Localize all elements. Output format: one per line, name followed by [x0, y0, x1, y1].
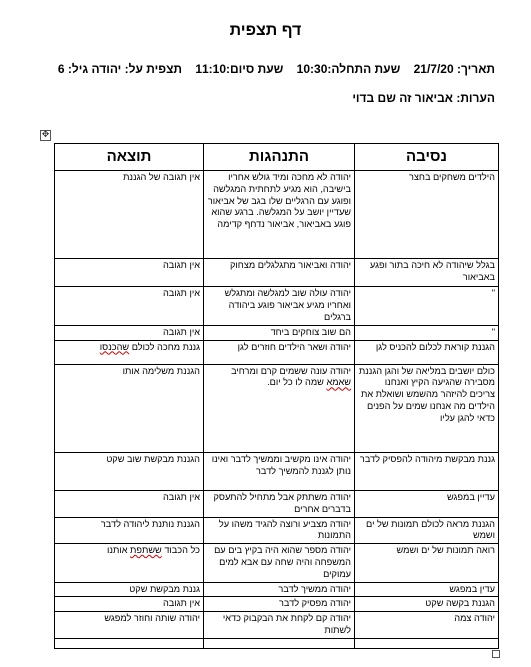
table-row — [55, 491, 499, 518]
cell-behavior[interactable]: יהודה ושאר הילדים חוזרים לגן — [204, 340, 355, 364]
cell-cause[interactable]: " — [355, 325, 499, 340]
header-behavior: התנהגות — [204, 144, 355, 171]
table-row — [55, 544, 499, 582]
table-row — [55, 452, 499, 490]
cell-behavior[interactable]: יהודה ואביאור מתגלגלים מצחוק — [204, 259, 355, 287]
table-row — [55, 638, 499, 648]
move-anchor-icon[interactable]: ✥ — [41, 130, 50, 140]
meta-line-times — [48, 62, 495, 76]
header-result: תוצאה — [55, 144, 204, 171]
observation-table — [54, 143, 499, 649]
table-row — [55, 597, 499, 612]
cell-behavior[interactable] — [204, 364, 355, 452]
cell-result[interactable]: אין תגובה — [55, 287, 204, 325]
cell-result[interactable]: הגננת נותנת ליהודה לדבר — [55, 517, 204, 544]
cell-result[interactable] — [55, 544, 204, 582]
table-row — [55, 517, 499, 544]
cell-result[interactable]: הגננת מבקשת שוב שקט — [55, 452, 204, 490]
page-title: דף תצפית — [229, 22, 302, 39]
cell-cause[interactable]: " — [355, 287, 499, 325]
date-field: תאריך: 21/7/20 — [413, 62, 495, 76]
cell-cause[interactable] — [355, 638, 499, 648]
table-row — [55, 612, 499, 639]
cell-result[interactable]: אין תגובה — [55, 491, 204, 518]
table-header-row — [55, 144, 499, 171]
table-resize-handle[interactable] — [492, 650, 500, 658]
cell-cause[interactable]: יהודה צמה — [355, 612, 499, 639]
table-row — [55, 171, 499, 259]
cell-cause[interactable]: הילדים משחקים בחצר — [355, 171, 499, 259]
end-time-field: שעת סיום:11:10 — [195, 62, 284, 76]
cell-result[interactable]: גננת מבקשת שקט — [55, 582, 204, 597]
cell-result[interactable]: אין תגובה — [55, 597, 204, 612]
cell-cause[interactable]: הגננת מראה לכולם תמונות של ים ושמש — [355, 517, 499, 544]
table-row — [55, 287, 499, 325]
spellcheck-word[interactable]: ששתפת — [130, 545, 162, 556]
start-time-field: שעת התחלה:10:30 — [296, 62, 401, 76]
cell-cause[interactable]: עדיין במפגש — [355, 491, 499, 518]
cell-result[interactable] — [55, 340, 204, 364]
cell-behavior[interactable]: יהודה אינו מקשיב וממשיך לדבר ואינו נותן לגננת להמשיך לדבר — [204, 452, 355, 490]
cell-behavior[interactable]: יהודה עולה שוב למגלשה ומתגלש ואחריו מגיע אביאור פוגע ביהודה ברגלים — [204, 287, 355, 325]
notes-line: הערות: אביאור זה שם בדוי — [352, 91, 495, 105]
cell-behavior[interactable]: יהודה קם לקחת את הבקבוק כדאי לשתות — [204, 612, 355, 639]
spellcheck-word[interactable]: שאמא — [326, 377, 351, 388]
cell-result[interactable]: אין תגובה של הגננת — [55, 171, 204, 259]
cell-result[interactable]: אין תגובה — [55, 259, 204, 287]
cell-cause[interactable]: עדין במפגש — [355, 582, 499, 597]
cell-behavior[interactable]: הם שוב צוחקים ביחד — [204, 325, 355, 340]
table-row — [55, 259, 499, 287]
table-row — [55, 325, 499, 340]
cell-cause[interactable]: הגננת בקשה שקט — [355, 597, 499, 612]
table-row — [55, 582, 499, 597]
result-text-end: אותנו — [107, 545, 131, 556]
table-row — [55, 340, 499, 364]
cell-cause[interactable]: כולם יושבים במליאה של והגן הגננת מסבירה שהגיעה הקיץ ואנחנו צריכים להיזהר מהשמש ושואלת את הילדים מה אנחנו שמים על הפנים כדאי להגן עליו — [355, 364, 499, 452]
cell-cause[interactable]: רואה תמונות של ים ושמש — [355, 544, 499, 582]
cell-behavior[interactable]: יהודה מפסיק לדבר — [204, 597, 355, 612]
cell-result[interactable]: הגננת משלימה אותו — [55, 364, 204, 452]
cell-cause[interactable]: הגננת קוראת לכלום להכניס לגן — [355, 340, 499, 364]
result-text: כל הכבוד — [161, 545, 200, 556]
cell-cause[interactable]: בגלל שיהודה לא חיכה בתור ופגע באביאור — [355, 259, 499, 287]
behavior-text: יהודה עונה ששמים קרם ומרחיב — [231, 365, 351, 376]
header-cause: נסיבה — [355, 144, 499, 171]
cell-behavior[interactable]: יהודה מצביע ורוצה להגיד משהו על התמונות — [204, 517, 355, 544]
cell-behavior[interactable] — [204, 638, 355, 648]
cell-result[interactable]: אין תגובה — [55, 325, 204, 340]
result-text: גננת מחכה לכולם — [129, 341, 200, 352]
behavior-text-end: שמה לו כל יום. — [267, 377, 327, 388]
spellcheck-word[interactable]: שהכנסו — [99, 341, 130, 352]
cell-result[interactable] — [55, 638, 204, 648]
table-row — [55, 364, 499, 452]
observed-child-field: תצפית על: יהודה גיל: 6 — [57, 62, 182, 76]
cell-behavior[interactable]: יהודה מספר שהוא היה בקיץ בים עם המשפחה והיה שחה עם אבא למים עמוקים — [204, 544, 355, 582]
cell-behavior[interactable]: יהודה משתתק אבל מתחיל להתעסק בדברים אחרים — [204, 491, 355, 518]
cell-result[interactable]: יהודה שותה וחוזר למפגש — [55, 612, 204, 639]
cell-cause[interactable]: גננת מבקשת מיהודה להפסיק לדבר — [355, 452, 499, 490]
cell-behavior[interactable]: יהודה לא מחכה ומיד גולש אחריו בישיבה, הוא מגיע לתחתית המגלשה ופוגע עם הרגליים שלו בגב של אביאור שעדיין יושב על המגלשה. ברגע שהוא פוגע באביאור, אביאור נדחף קדימה — [204, 171, 355, 259]
cell-behavior[interactable]: יהודה ממשיך לדבר — [204, 582, 355, 597]
